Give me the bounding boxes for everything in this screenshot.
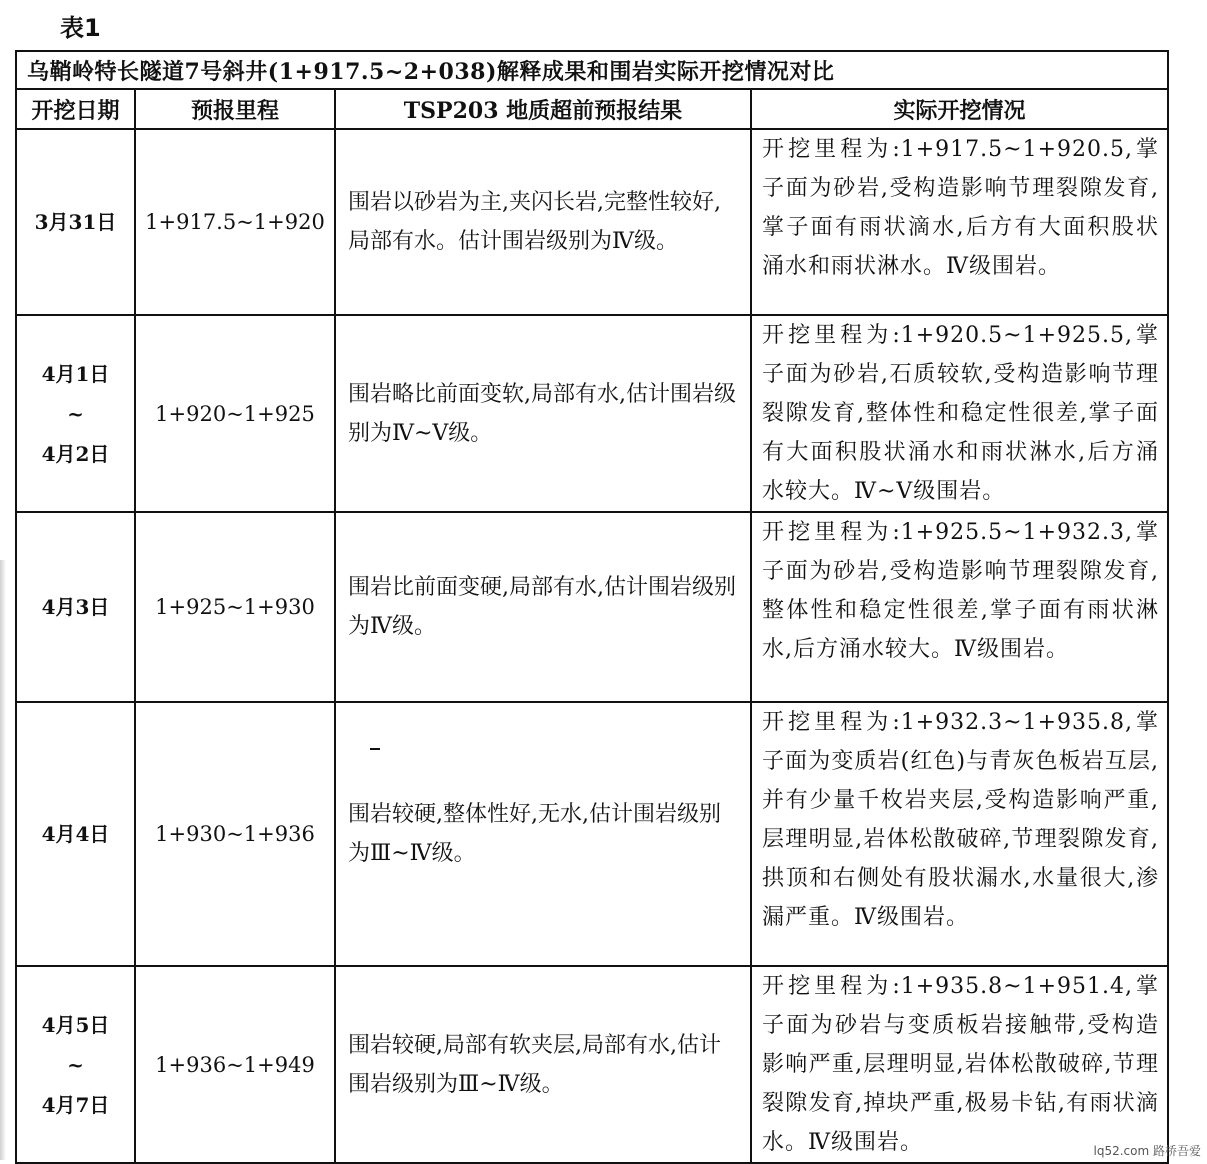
date-cell bbox=[16, 129, 135, 315]
date-start: 4月5日 bbox=[41, 1012, 110, 1037]
date-start: 4月3日 bbox=[41, 595, 110, 619]
table-row bbox=[16, 129, 1168, 315]
range-cell: 1+936~1+949 bbox=[135, 966, 335, 1163]
range-cell: 1+925~1+930 bbox=[135, 512, 335, 702]
header-actual: 实际开挖情况 bbox=[751, 89, 1168, 129]
actual-cell: 开挖里程为:1+935.8~1+951.4,掌子面为砂岩与变质板岩接触带,受构造影响严重,层理明显,岩体松散破碎,节理裂隙发育,掉块严重,极易卡钻,有雨状滴水。Ⅳ级围岩。 bbox=[751, 966, 1168, 1163]
table-row bbox=[16, 966, 1168, 1163]
forecast-cell: 围岩以砂岩为主,夹闪长岩,完整性较好,局部有水。估计围岩级别为Ⅳ级。 bbox=[335, 129, 751, 315]
date-cell bbox=[16, 702, 135, 966]
date-start: 4月1日 bbox=[41, 361, 110, 386]
forecast-cell: 围岩较硬,局部有软夹层,局部有水,估计围岩级别为Ⅲ~Ⅳ级。 bbox=[335, 966, 751, 1163]
range-cell: 1+930~1+936 bbox=[135, 702, 335, 966]
date-cell bbox=[16, 512, 135, 702]
watermark: lq52.com 路桥吾爱 bbox=[1093, 1144, 1201, 1158]
actual-cell: 开挖里程为:1+917.5~1+920.5,掌子面为砂岩,受构造影响节理裂隙发育,掌子面有雨状滴水,后方有大面积股状涌水和雨状淋水。Ⅳ级围岩。 bbox=[751, 129, 1168, 315]
header-range: 预报里程 bbox=[135, 89, 335, 129]
actual-cell: 开挖里程为:1+932.3~1+935.8,掌子面为变质岩(红色)与青灰色板岩互层,并有少量千枚岩夹层,受构造影响严重,层理明显,岩体松散破碎,节理裂隙发育,拱顶和右侧处有股状漏水,水量很大,渗漏严重。Ⅳ级围岩。 bbox=[751, 702, 1168, 966]
date-start: 4月4日 bbox=[41, 822, 110, 846]
actual-cell: 开挖里程为:1+925.5~1+932.3,掌子面为砂岩,受构造影响节理裂隙发育,整体性和稳定性很差,掌子面有雨状淋水,后方涌水较大。Ⅳ级围岩。 bbox=[751, 512, 1168, 702]
stray-dash-mark bbox=[370, 748, 380, 750]
table-label: 表1 bbox=[60, 14, 101, 42]
date-separator: ~ bbox=[67, 1052, 84, 1077]
date-end: 4月2日 bbox=[41, 441, 110, 466]
comparison-table bbox=[15, 50, 1169, 1164]
header-date: 开挖日期 bbox=[16, 89, 135, 129]
table-row bbox=[16, 512, 1168, 702]
caption-row bbox=[16, 51, 1168, 89]
date-end: 4月7日 bbox=[41, 1092, 110, 1117]
range-cell: 1+917.5~1+920 bbox=[135, 129, 335, 315]
date-cell bbox=[16, 966, 135, 1163]
forecast-cell: 围岩比前面变硬,局部有水,估计围岩级别为Ⅳ级。 bbox=[335, 512, 751, 702]
header-forecast: TSP203 地质超前预报结果 bbox=[335, 89, 751, 129]
date-cell bbox=[16, 315, 135, 512]
actual-cell: 开挖里程为:1+920.5~1+925.5,掌子面为砂岩,石质较软,受构造影响节理裂隙发育,整体性和稳定性很差,掌子面有大面积股状涌水和雨状淋水,后方涌水较大。Ⅳ~Ⅴ级围岩。 bbox=[751, 315, 1168, 512]
range-cell: 1+920~1+925 bbox=[135, 315, 335, 512]
forecast-cell: 围岩略比前面变软,局部有水,估计围岩级别为Ⅳ~Ⅴ级。 bbox=[335, 315, 751, 512]
forecast-cell: 围岩较硬,整体性好,无水,估计围岩级别为Ⅲ~Ⅳ级。 bbox=[335, 702, 751, 966]
date-separator: ~ bbox=[67, 401, 84, 426]
header-row bbox=[16, 89, 1168, 129]
table-row bbox=[16, 315, 1168, 512]
table-caption: 乌鞘岭特长隧道7号斜井(1+917.5~2+038)解释成果和围岩实际开挖情况对比 bbox=[16, 51, 1168, 89]
date-start: 3月31日 bbox=[34, 210, 117, 234]
scan-edge-shadow bbox=[0, 560, 6, 1160]
table-row bbox=[16, 702, 1168, 966]
